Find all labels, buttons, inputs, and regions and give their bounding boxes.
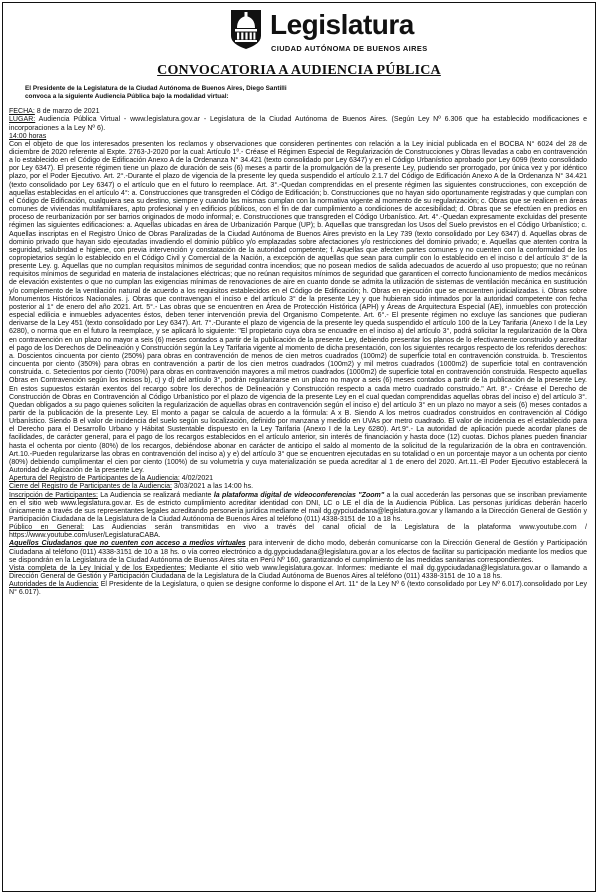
sin-acceso-label: Aquellos Ciudadanos que no cuenten con acceso a medios virtuales xyxy=(9,540,246,548)
objeto-text: Con el objeto de que los interesados presenten los reclamos y observaciones que consideren pertinentes con relación a la Ley inicial publicada en el BOCBA N° 6024 del 28 de diciembre de 2020 referente al Expte. 2763-J-2020 por la cual: Artículo 1º.- Créase el Régimen Especial de Regularización de Construcciones y Obras llevadas a cabo en contravención a lo establecido en el Código de Edificación Anexo A de la Ordenanza N° 34.421 (texto consolidado por Ley 6347) y en el Código Urbanístico aprobado por Ley 6099 (texto consolidado por Ley 6347). El presente régimen tiene un plazo de duración de seis (6) meses a partir de la promulgación de la presente Ley, pudiendo ser prorrogado, por única vez y por idéntico plazo, por el Poder Ejecutivo. Art. 2°.-Durante el plazo de vigencia de la presente ley queda suspendido el artículo 2.1.7 del Código de Edificación Anexo A de la Ordenanza N° 34.421 (texto consolidado por Ley 6347) o el artículo que en el futuro lo reemplace. Art. 3°.-Quedan comprendidas en el presente régimen las siguientes construcciones, con excepción de aquellas establecidas en el artículo 4°: a. Construcciones que transgreden el Código de Edificación; b. Construcciones que no hayan sido oportunamente registradas y que cumplan con el Código de Edificación, cualquiera sea su destino, siempre y cuando las mismas cumplan con la normativa vigente al momento de su regularización; c. Obras que se realicen en áreas comunes de viviendas multifamiliares, apto profesional y en edificios públicos, con el fin de dar cumplimiento a condiciones de accesibilidad; d. Obras que se efectúen en predios en proceso de reurbanización por ser barrios originados de modo informal; e. Construcciones que transgreden el Código Urbanístico. Art. 4°.-Quedan expresamente excluidas del presente régimen las siguientes edificaciones: a. Aquellas ubicadas en área de Urbanización Parque (UP); b. Aquellas que transgredan los Usos del Suelo previstos en el Código Urbanístico; c. Aquellas inscriptas en el Registro Único de Obras Paralizadas de la Ciudad Autónoma de Buenos Aires previsto en la Ley 739 (texto consolidado por Ley 6347) d. Aquellas obras de dominio privado que hayan sido ejecutadas invadiendo el dominio público y/o emplazadas sobre afectaciones y/o restricciones del dominio privado; e. Aquellas que atenten contra la seguridad, salubridad e higiene, con previa intervención y constatación de la autoridad competente; f. Aquellas que afecten partes comunes y no cuenten con la conformidad de los copropietarios según lo establecido en el Código Civil y Comercial de la Nación, a excepción de aquellas que sean para cumplir con lo establecido en el inciso c del artículo 3° de la presente Ley. g. Aquellas que no cumplan requisitos mínimos de seguridad contra incendios; que no posean medios de salida adecuados de acuerdo al uso propuesto; que no reúnan requisitos mínimos de seguridad en materia de instalaciones eléctricas; que no reúnan requisitos mínimos de seguridad que garanticen el correcto funcionamiento de medios mecánicos de elevación existentes o que no cumplan las exigencias mínimas de renovaciones de aire en cuanto donde se admita la utilización de sistemas de ventilación mecánica en sustitución y/o complemento de la ventilación natural de acuerdo a los requisitos establecidos en el Código de Edificación; h. Obras en ejecución que se encuentren judicializadas. i. Obras sobre Monumentos Históricos Nacionales. j. Obras que contravengan el inciso e del artículo 3° de la presente Ley y que hubieran sido intimados por la autoridad competente con fecha posterior al 1° de enero del año 2021. Art. 5°.- Las obras que se encuentren en Área de Protección Histórica (APH) y Áreas de Arquitectura Especial (AE), inmuebles con protección especial edilicia e inmuebles adyacentes éstos, deben tener intervención previa del Organismo Competente. Art. 6°.- El presente régimen no excluye las sanciones que pudieran derivarse de la Ley 451 (texto consolidado por Ley 6347). Art. 7°.-Durante el plazo de vigencia de la presente ley queda suspendido el artículo 100 de la Ley Tarifaria (Anexo I de la Ley 6280), o norma que en el futuro la reemplace, y se aplicará lo siguiente: "El propietario cuya obra se encuadre en el inciso a) del artículo 3°, podrá solicitar la regularización de la Obra en contravención en un plazo no mayor a seis (6) meses contados a partir de la publicación de la presente Ley, debiendo presentar los planos de lo efectivamente construido y acreditar el pago de los Derechos de Delineación y Construcción según la Ley Tarifaria vigente al momento de dicha presentación, con los siguientes recargos respecto de los referidos derechos: a. Doscientos cincuenta por ciento (250%) para obras en contravención de menos de cien metros cuadrados (100m2) de superficie total en contravención construida. b. Trescientos cincuenta por ciento (350%) para obras en contravención a partir de los cien metros cuadrados (100m2) y mil metros cuadrados (1000m2) de superficie total en contravención construida. c. Setecientos por ciento (700%) para obras en contravención mayores a mil metros cuadrados (1000m2) de superficie total en contravención construida. Respecto aquellas Obras en Contravención según los incisos b), c) y d) del artículo 3°, podrán regularizarse en un plazo no mayor a seis (6) meses contados a partir de la publicación de la presente Ley. En estos supuestos estarán exentos del recargo sobre los derechos de Delineación y Construcción respecto a cada metro cuadrado construido." Art. 8°.- Créase el Derecho de Construcción de Obras en Contravención al Código Urbanístico por el plazo de vigencia de la presente Ley en el cual quedan comprendidas aquellas obras del inciso e) del artículo 3°. Quedan obligados a su pago quienes soliciten la regularización de aquellas obras en contravención según el inciso e) del artículo 3° en un plazo no mayor a seis (6) meses contados a partir de la publicación de la presente Ley. El monto a pagar se calcula de acuerdo a la fórmula: A x B. Siendo A los metros cuadrados construidos en contravención al Código Urbanístico. Siendo B el valor de incidencia del suelo según su localización, definido por manzana y medido en UVAs por metro cuadrado. El valor de incidencia es el establecido para el Derecho para el Desarrollo Urbano y Hábitat Sustentable dispuesto en la Ley Tarifaria (Anexo I de la Ley 6280). Art.9°.- La autoridad de aplicación puede acordar planes de facilidades, de carácter general, para el pago de los recargos establecidos en el artículo anterior, sin interés de financiación y hasta doce (12) cuotas. Dichos planes pueden financiar hasta el ochenta por ciento (80%) de los recargos, debiéndose abonar en carácter de anticipo el saldo al momento de la solicitud de la regularización de la obra en contravención. Art.10.-Pueden regularizarse las obras en contravención del inciso a) y e) del artículo 3° que se encuentren ejecutadas en su totalidad o en un porcentaje mayor a un ochenta por ciento (80%) debiendo cumplimentar el cien por ciento (100%) de su volumetría y cuya materialización se pueda acreditar al 1 de enero del 2020. Art.11.-El Poder Ejecutivo establecerá la Autoridad de Aplicación de la presente Ley. xyxy=(9,140,587,475)
fecha-section xyxy=(9,108,587,116)
lugar-section xyxy=(9,116,587,132)
logo-title: Legislatura xyxy=(270,9,414,40)
vista-value: Mediante el sitio web www.legislatura.gov.ar. Informes: mediante el mail dg.gypciudadana@legislatura.gov.ar o llamando a Dirección General de Gestión y Participación Ciudadana de la Legislatura de la Ciudad Autónoma de Buenos Aires al teléfono (011) 4338-3151 de 10 a 18 hs. xyxy=(9,564,587,581)
legislatura-building-icon xyxy=(229,8,263,50)
autoridades-label: Autoridades de la Audiencia: xyxy=(9,581,99,589)
hora-value: 14:00 horas xyxy=(9,132,47,140)
publico-section xyxy=(9,524,587,540)
sin-acceso-section xyxy=(9,540,587,564)
cierre-value: 3/03/2021 a las 14:00 hs. xyxy=(171,483,254,491)
notice-body xyxy=(9,108,587,597)
vista-label: Vista completa de la Ley Inicial y de los Expedientes: xyxy=(9,564,187,572)
inscripcion-post: a la cual accederán las personas que se inscriban previamente en el sitio web www.legislatura.gov.ar. Es de estricto cumplimiento acreditar identidad con DNI, LC o LE el día de la Audiencia Pública. Las personas jurídicas deberán hacerlo únicamente a través de sus representantes legales acreditando personería jurídica mediante el mail dg.gypciudadana@legislatura.gov.ar y llamando a la Dirección General de Gestión y Participación Ciudadana de la Legislatura de la Ciudad Autónoma de Buenos Aires al teléfono (011) 4338-3151 de 10 a 18 hs. xyxy=(9,491,588,523)
notice-page xyxy=(2,2,596,892)
apertura-value: 4/02/2021 xyxy=(179,475,214,483)
hora-section xyxy=(9,133,587,141)
page-title: CONVOCATORIA A AUDIENCIA PÚBLICA xyxy=(157,63,441,78)
cierre-section xyxy=(9,483,587,491)
fecha-label: FECHA: xyxy=(9,108,35,116)
lugar-value: Audiencia Pública Virtual - www.legislatura.gov.ar - Legislatura de la Ciudad Autónoma de Buenos Aires. (Según Ley Nº 6.306 que ha establecido modificaciones e incorporaciones a la Ley Nº 6). xyxy=(9,116,587,132)
header xyxy=(3,3,595,61)
intro-line-2: convoca a la siguiente Audiencia Pública bajo la modalidad virtual: xyxy=(25,92,229,100)
logo-subtitle: CIUDAD AUTÓNOMA DE BUENOS AIRES xyxy=(271,44,428,53)
inscripcion-label: Inscripción de Participantes: xyxy=(9,491,98,499)
vista-section xyxy=(9,565,587,581)
inscripcion-section xyxy=(9,492,587,525)
inscripcion-highlight: la plataforma digital de videoconferencias "Zoom" xyxy=(213,491,385,499)
fecha-value: 8 de marzo de 2021 xyxy=(34,108,100,116)
apertura-section xyxy=(9,475,587,483)
intro-line-1: El Presidente de la Legislatura de la Ciudad Autónoma de Buenos Aires, Diego Santilli xyxy=(25,85,287,92)
publico-label: Público en General: xyxy=(9,524,84,532)
apertura-label: Apertura del Registro de Participantes de la Audiencia: xyxy=(9,475,180,483)
autoridades-value: El Presidente de la Legislatura, o quien se designe conforme lo dispone el Art. 11° de la Ley Nº 6 (texto consolidado por Ley Nº 6.017).consolidado por Ley N° 6.017). xyxy=(9,581,587,597)
lugar-label: LUGAR: xyxy=(9,116,36,124)
intro xyxy=(25,85,595,100)
sin-acceso-value: para intervenir de dicho modo, deberán comunicarse con la Dirección General de Gestión y Participación Ciudadana al teléfono (011) 4338-3151 de 10 a 18 hs. o vía correo electrónico a dg.gypciudadana@legislatura.gov.ar a los efectos de facilitar su participación mediante los medios que se dispondrán en la Legislatura de la Ciudad Autónoma de Buenos Aires sita en Perú Nº 160, garantizando el cumplimiento de las medidas sanitarias correspondientes. xyxy=(9,540,587,564)
cierre-label: Cierre del Registro de Participantes de la Audiencia: xyxy=(9,483,172,491)
publico-value: Las Audiencias serán transmitidas en vivo a través del canal oficial de la Legislatura de la plataforma www.youtube.com / https://www.youtube.com/user/LegislaturaCABA. xyxy=(9,524,587,540)
inscripcion-pre: La Audiencia se realizará mediante xyxy=(97,491,214,499)
autoridades-section xyxy=(9,581,587,597)
